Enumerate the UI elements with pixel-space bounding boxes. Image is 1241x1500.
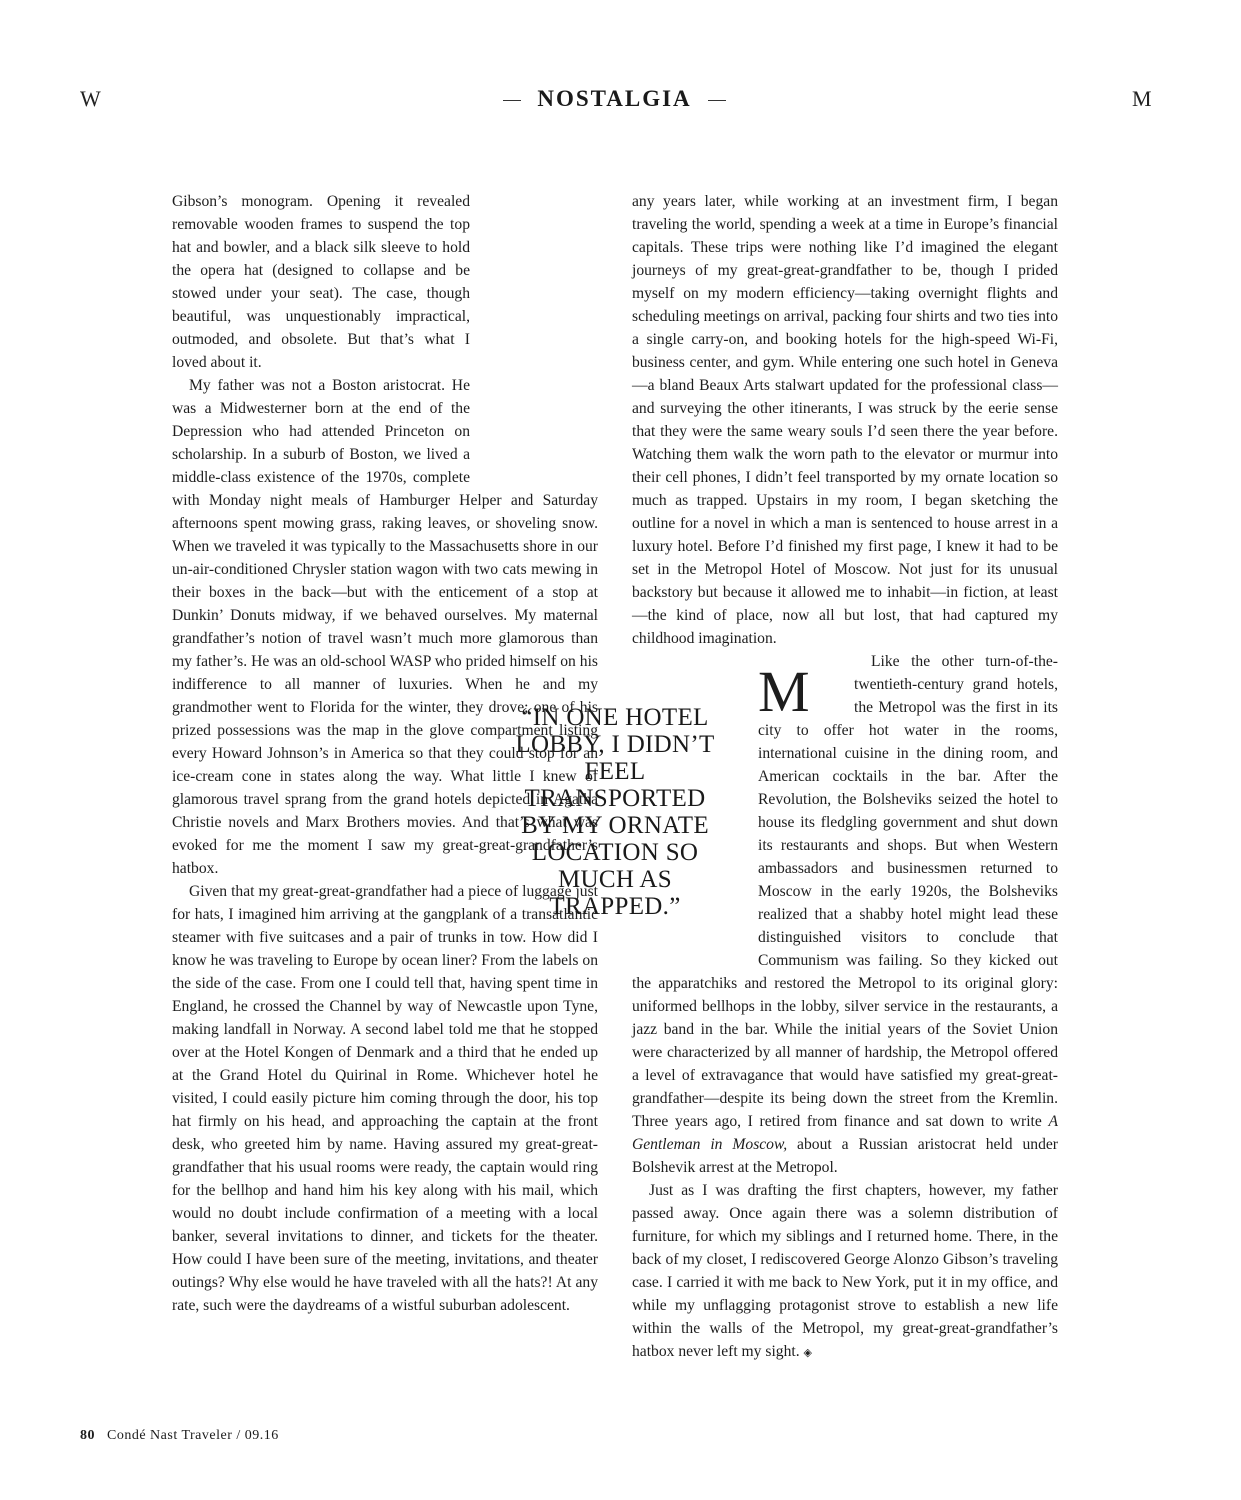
drop-cap: M: [758, 659, 810, 724]
paragraph: My father was not a Boston aristocrat. He was a Midwesterner born at the end of the Depression who had attended Princeton on scholarship. In a suburb of Boston, we lived a middle-class existence of the 1970s, complete with Monday night meals of Hamburger Helper and Saturday afternoons spent mowing grass, raking leaves, or shoveling snow. When we traveled it was typically to the Massachusetts shore in our un-air-conditioned Chrysler station wagon with two cats mewing in their boxes in the back—but with the enticement of a stop at Dunkin’ Donuts midway, if we behaved ourselves. My maternal grandfather’s notion of travel wasn’t much more glamorous than my father’s. He was an old-school WASP who prided himself on his indifference to all manner of luxuries. When he and my grandmother went to Florida for the winter, they drove; one of his prized possessions was the map in the glove compartment listing every Howard Johnson’s in America so that they could stop for an ice-cream cone in states along the way. What little I knew of glamorous travel sprang from the grand hotels depicted in Agatha Christie novels and Marx Brothers movies. And that’s what was evoked for me the moment I saw my great-great-grandfather’s hatbox.: [172, 377, 598, 877]
paragraph: Given that my great-great-grandfather had a piece of luggage just for hats, I imagined him arriving at the gangplank of a transatlantic steamer with five suitcases and a pair of trunks in tow. How did I know he was traveling to Europe by ocean liner? From the labels on the side of the case. From one I could tell that, having spent time in England, he crossed the Channel by way of Newcastle upon Tyne, making landfall in Norway. A second label told me that he stopped over at the Hotel Kongen of Denmark and a third that he ended up at the Grand Hotel du Quirinal in Rome. Whichever hotel he visited, I could easily picture him coming through the door, his top hat firmly on his head, and approaching the captain at the front desk, who greeted him by name. Having assured my great-great-grandfather that his usual rooms were ready, the captain would ring for the bellhop and hand him his key along with his mail, which would no doubt include confirmation of a meeting with a local banker, several invitations to dinner, and tickets for the theater. How could I have been sure of the meeting, invitations, and theater outings? Why else would he have traveled with all the hats?! At any rate, such were the daydreams of a wistful suburban adolescent.: [172, 883, 598, 1314]
book-title: A Gentleman in Moscow,: [632, 1113, 1058, 1153]
pull-quote-gap-left: [470, 190, 598, 476]
paragraph: any years later, while working at an investment firm, I began traveling the world, spending a week at a time in Europe’s financial capitals. These trips were nothing like I’d imagined the elegant journeys of my great-great-grandfather to be, though I prided myself on my modern efficiency—taking overnight flights and scheduling meetings on arrival, packing four shirts and two ties into a single carry-on, and booking hotels for the high-speed Wi-Fi, business center, and gym. While entering one such hotel in Geneva—a bland Beaux Arts stalwart updated for the professional class—and surveying the other itinerants, I was struck by the eerie sense that they were the same weary souls I’d seen there the year before. Watching them walk the worn path to the elevator or murmur into their cell phones, I didn’t feel transported by my ornate location so much as trapped. Upstairs in my room, I began sketching the outline for a novel in which a man is sentenced to house arrest in a luxury hotel. Before I’d finished my first page, I knew it had to be set in the Metropol Hotel of Moscow. Not just for its unusual backstory but because it allowed me to inhabit—in fiction, at least—the kind of place, now all but lost, that had captured my childhood imagination.: [632, 193, 1058, 647]
header-rule-right: [708, 100, 726, 101]
page-footer: [80, 1428, 279, 1444]
header-left-mark: W: [80, 86, 101, 111]
end-mark-icon: ◈: [803, 1347, 812, 1359]
header-right-mark: M: [1132, 86, 1152, 111]
paragraph: Like the other turn-of-the-twentieth-century grand hotels, the Metropol was the first in its city to offer hot water in the rooms, international cuisine in the dining room, and American cocktails in the bar. After the Revolution, the Bolsheviks seized the hotel to house its fledgling government and shut down its restaurants and shops. But when Western ambassadors and businessmen returned to Moscow in the early 1920s, the Bolsheviks realized that a shabby hotel might lead these distinguished visitors to conclude that Communism was failing. So they kicked out the apparatchiks and restored the Metropol to its original glory: uniformed bellhops in the lobby, silver service in the restaurants, a jazz band in the bar. While the initial years of the Soviet Union were characterized by all manner of hardship, the Metropol offered a level of extravagance that would have satisfied my great-great-grandfather—despite its being down the street from the Kremlin. Three years ago, I retired from finance and sat down to write A Gentleman in Moscow, about a Russian aristocrat held under Bolshevik arrest at the Metropol.: [632, 653, 1058, 1176]
paragraph: Gibson’s monogram. Opening it revealed removable wooden frames to suspend the top hat and bowler, and a black silk sleeve to hold the opera hat (designed to collapse and be stowed under your seat). The case, though beautiful, was unquestionably impractical, outmoded, and obsolete. But that’s what I loved about it.: [172, 193, 470, 371]
header-rule-left: [503, 100, 521, 101]
section-header: [0, 86, 1229, 112]
section-title: NOSTALGIA: [537, 86, 692, 111]
page-number: 80: [80, 1428, 95, 1443]
pull-quote: “IN ONE HOTEL LOBBY, I DIDN’T FEEL TRANSPORTED BY MY ORNATE LOCATION SO MUCH AS TRAPPED.”: [515, 704, 715, 920]
publication-info: Condé Nast Traveler / 09.16: [107, 1428, 279, 1443]
paragraph: Just as I was drafting the first chapters, however, my father passed away. Once again there was a solemn distribution of furniture, for which my siblings and I returned home. There, in the back of my closet, I rediscovered George Alonzo Gibson’s traveling case. I carried it with me back to New York, put it in my office, and while my unflagging protagonist strove to establish a new life within the walls of the Metropol, my great-great-grandfather’s hatbox never left my sight. ◈: [632, 1182, 1058, 1360]
